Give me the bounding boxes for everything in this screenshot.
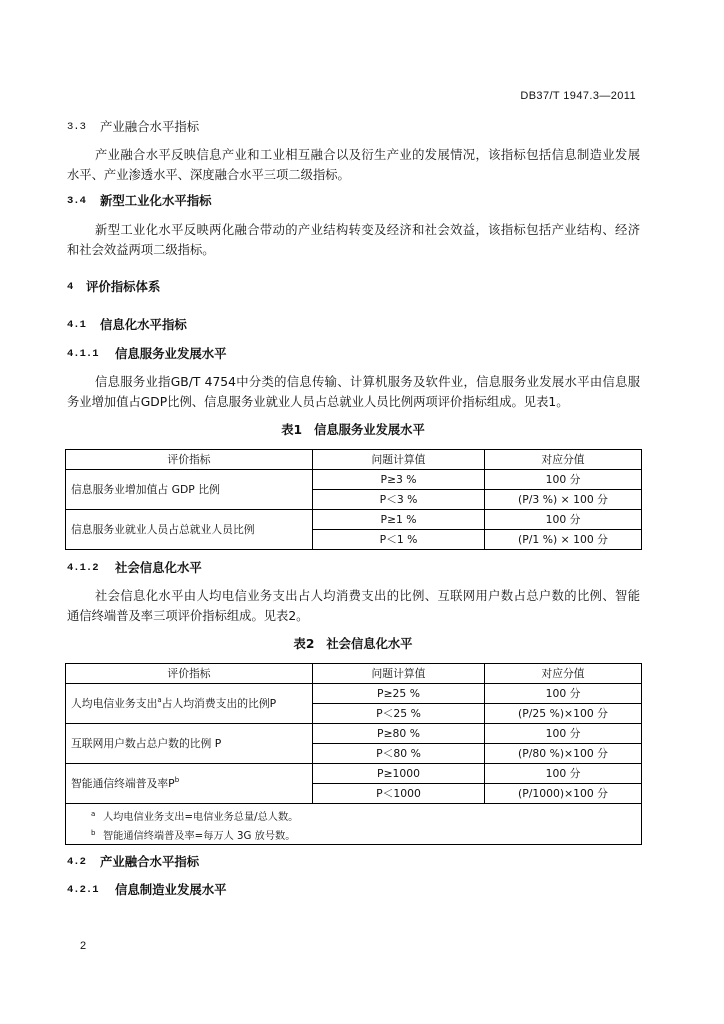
indicator-cell: 信息服务业增加值占 GDP 比例 bbox=[66, 470, 313, 510]
section-4-2-1-heading bbox=[67, 880, 227, 900]
table-number: 表1 bbox=[281, 423, 303, 437]
section-title: 社会信息化水平 bbox=[115, 560, 202, 575]
section-number: 4.1.2 bbox=[67, 562, 99, 574]
score-cell: (P/1 %) × 100 分 bbox=[485, 530, 642, 550]
footnote-text: 人均电信业务支出=电信业务总量/总人数。 bbox=[103, 812, 299, 823]
section-4-2-heading bbox=[67, 852, 199, 872]
table-row bbox=[66, 764, 642, 784]
score-cell: 100 分 bbox=[485, 510, 642, 530]
section-3-3-heading bbox=[67, 117, 199, 137]
footnote-text: 智能通信终端普及率=每万人 3G 放号数。 bbox=[103, 831, 296, 842]
column-header: 问题计算值 bbox=[313, 450, 485, 470]
section-number: 3.4 bbox=[67, 195, 86, 207]
column-header: 评价指标 bbox=[66, 450, 313, 470]
table-row bbox=[66, 470, 642, 490]
paragraph-line: 社会信息化水平由人均电信业务支出占人均消费支出的比例、互联网用户数占总户数的比例、智能 bbox=[95, 589, 640, 603]
column-header: 对应分值 bbox=[485, 664, 642, 684]
table-number: 表2 bbox=[293, 637, 315, 651]
table-row bbox=[66, 510, 642, 530]
condition-cell: P＜3 % bbox=[313, 490, 485, 510]
section-number: 4 bbox=[67, 281, 74, 293]
condition-cell: P≥80 % bbox=[313, 724, 485, 744]
section-title: 评价指标体系 bbox=[86, 279, 161, 294]
section-title: 信息化水平指标 bbox=[100, 317, 187, 332]
footnote-mark: b bbox=[91, 829, 96, 837]
table-row bbox=[66, 724, 642, 744]
table-header-row bbox=[66, 664, 642, 684]
section-number: 4.1.1 bbox=[67, 348, 99, 360]
section-title: 新型工业化水平指标 bbox=[100, 193, 212, 208]
indicator-cell bbox=[66, 684, 313, 724]
paragraph-line: 通信终端普及率三项评价指标组成。见表2。 bbox=[67, 609, 309, 623]
page-number: 2 bbox=[80, 940, 87, 952]
paragraph-line: 产业融合水平反映信息产业和工业相互融合以及衍生产业的发展情况，该指标包括信息制造业发展 bbox=[95, 148, 640, 162]
footnote bbox=[91, 824, 641, 843]
score-cell: (P/25 %)×100 分 bbox=[485, 704, 642, 724]
section-4-1-1-heading bbox=[67, 344, 227, 364]
footnote-mark: a bbox=[91, 810, 96, 818]
column-header: 问题计算值 bbox=[313, 664, 485, 684]
section-title: 信息制造业发展水平 bbox=[115, 882, 227, 897]
document-code: DB37/T 1947.3—2011 bbox=[520, 90, 636, 102]
table-footnote-row bbox=[66, 804, 642, 845]
paragraph-line: 信息服务业指GB/T 4754中分类的信息传输、计算机服务及软件业，信息服务业发展水平由信息服 bbox=[95, 375, 640, 389]
section-number: 4.2 bbox=[67, 856, 86, 868]
indicator-text: 占人均消费支出的比例P bbox=[161, 697, 277, 710]
table-title: 社会信息化水平 bbox=[326, 637, 413, 651]
condition-cell: P＜25 % bbox=[313, 704, 485, 724]
section-4-1-2-heading bbox=[67, 558, 202, 578]
section-title: 产业融合水平指标 bbox=[100, 854, 200, 869]
condition-cell: P＜1 % bbox=[313, 530, 485, 550]
condition-cell: P≥3 % bbox=[313, 470, 485, 490]
condition-cell: P≥25 % bbox=[313, 684, 485, 704]
section-4-1-2-paragraph bbox=[67, 586, 640, 626]
score-cell: 100 分 bbox=[485, 684, 642, 704]
section-number: 4.1 bbox=[67, 319, 86, 331]
section-title: 产业融合水平指标 bbox=[100, 119, 200, 134]
footnote-marker: b bbox=[174, 776, 180, 784]
indicator-text: 智能通信终端普及率P bbox=[71, 777, 175, 790]
column-header: 评价指标 bbox=[66, 664, 313, 684]
section-number: 3.3 bbox=[67, 121, 86, 133]
table-title: 信息服务业发展水平 bbox=[314, 423, 425, 437]
table-1-caption bbox=[65, 420, 641, 440]
table-header-row bbox=[66, 450, 642, 470]
section-4-heading bbox=[67, 277, 160, 297]
section-4-1-heading bbox=[67, 315, 187, 335]
footnote bbox=[91, 805, 641, 824]
table-1 bbox=[65, 449, 642, 550]
footnotes-cell bbox=[66, 804, 642, 845]
section-title: 信息服务业发展水平 bbox=[115, 346, 227, 361]
score-cell: 100 分 bbox=[485, 724, 642, 744]
score-cell: 100 分 bbox=[485, 470, 642, 490]
paragraph-line: 务业增加值占GDP比例、信息服务业就业人员占总就业人员比例两项评价指标组成。见表1。 bbox=[67, 395, 569, 409]
section-3-3-paragraph bbox=[67, 145, 640, 185]
table-row bbox=[66, 684, 642, 704]
section-number: 4.2.1 bbox=[67, 884, 99, 896]
indicator-text: 人均电信业务支出 bbox=[71, 697, 158, 710]
paragraph-line: 水平、产业渗透水平、深度融合水平三项二级指标。 bbox=[67, 168, 350, 182]
column-header: 对应分值 bbox=[485, 450, 642, 470]
indicator-cell bbox=[66, 764, 313, 804]
condition-cell: P＜80 % bbox=[313, 744, 485, 764]
score-cell: (P/80 %)×100 分 bbox=[485, 744, 642, 764]
score-cell: (P/1000)×100 分 bbox=[485, 784, 642, 804]
section-3-4-paragraph bbox=[67, 220, 640, 260]
condition-cell: P＜1000 bbox=[313, 784, 485, 804]
indicator-cell: 信息服务业就业人员占总就业人员比例 bbox=[66, 510, 313, 550]
section-4-1-1-paragraph bbox=[67, 372, 640, 412]
paragraph-line: 和社会效益两项二级指标。 bbox=[67, 243, 215, 257]
table-2 bbox=[65, 663, 642, 845]
condition-cell: P≥1 % bbox=[313, 510, 485, 530]
indicator-cell: 互联网用户数占总户数的比例 P bbox=[66, 724, 313, 764]
table-2-caption bbox=[65, 634, 641, 654]
footnote-marker: a bbox=[157, 696, 162, 704]
score-cell: 100 分 bbox=[485, 764, 642, 784]
condition-cell: P≥1000 bbox=[313, 764, 485, 784]
paragraph-line: 新型工业化水平反映两化融合带动的产业结构转变及经济和社会效益，该指标包括产业结构、经济 bbox=[95, 223, 640, 237]
score-cell: (P/3 %) × 100 分 bbox=[485, 490, 642, 510]
section-3-4-heading bbox=[67, 191, 212, 211]
